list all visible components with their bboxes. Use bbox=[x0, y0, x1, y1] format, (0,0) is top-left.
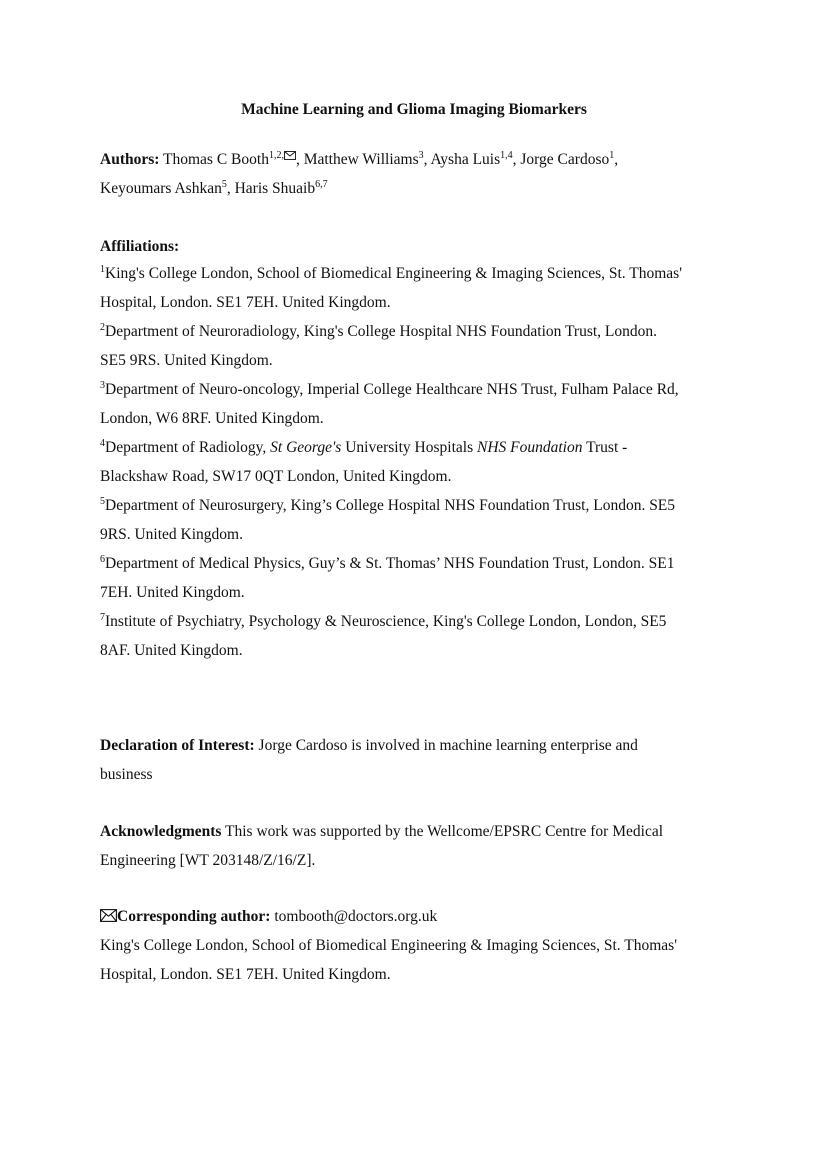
author-affil-sup: 6,7 bbox=[315, 179, 328, 190]
affiliation-item-cont: Hospital, London. SE1 7EH. United Kingdom. bbox=[100, 294, 391, 311]
affiliation-item: $^1$King's College London, School of Biomedical Engineering & Imaging Sciences, St. Thomas' bbox=[100, 264, 682, 282]
paper-title: Machine Learning and Glioma Imaging Biomarkers bbox=[241, 101, 587, 118]
corresponding-email[interactable]: tombooth@doctors.org.uk bbox=[270, 908, 438, 925]
affiliations-heading: Affiliations: bbox=[100, 238, 180, 255]
author-affil-sup: 1,4 bbox=[500, 150, 513, 161]
declaration-label: Declaration of Interest: bbox=[100, 737, 255, 754]
corresponding-address: King's College London, School of Biomedical Engineering & Imaging Sciences, St. Thomas' bbox=[100, 937, 677, 954]
affiliation-item: $^6$Department of Medical Physics, Guy’s & St. Thomas’ NHS Foundation Trust, London. SE1 bbox=[100, 554, 675, 572]
envelope-icon bbox=[100, 912, 117, 922]
envelope-icon bbox=[284, 151, 296, 160]
acknowledgments-text: This work was supported by the Wellcome/EPSRC Centre for Medical bbox=[221, 823, 664, 840]
affiliation-item: $^5$Department of Neurosurgery, King’s College Hospital NHS Foundation Trust, London. SE5 bbox=[100, 496, 676, 514]
affiliation-item-cont: 8AF. United Kingdom. bbox=[100, 642, 243, 659]
authors-label: Authors: bbox=[100, 151, 160, 168]
declaration-of-interest bbox=[100, 731, 740, 789]
declaration-text-cont: business bbox=[100, 766, 153, 783]
author-name: Aysha Luis bbox=[430, 151, 501, 168]
authors-block bbox=[100, 145, 740, 203]
corresponding-label: Corresponding author: bbox=[117, 908, 271, 925]
affiliations-list bbox=[100, 259, 740, 665]
affiliation-item-cont: 7EH. United Kingdom. bbox=[100, 584, 245, 601]
affiliation-item: $^2$Department of Neuroradiology, King's College Hospital NHS Foundation Trust, London. bbox=[100, 322, 657, 340]
declaration-text: Jorge Cardoso is involved in machine learning enterprise and bbox=[254, 737, 638, 754]
acknowledgments-text-cont: Engineering [WT 203148/Z/16/Z]. bbox=[100, 852, 316, 869]
authors-line-1: Authors: Thomas C Booth$^{1,2,}$ , Matthew Williams$^3$, Aysha Luis$^{1,4}$, Jorge Cardoso$^1$, bbox=[100, 150, 619, 168]
acknowledgments-label: Acknowledgments bbox=[100, 823, 222, 840]
affiliation-item: $^7$Institute of Psychiatry, Psychology & Neuroscience, King's College London, London, SE5 bbox=[100, 612, 667, 630]
corresponding-address-cont: Hospital, London. SE1 7EH. United Kingdom. bbox=[100, 966, 391, 983]
author-name: Jorge Cardoso bbox=[520, 151, 610, 168]
affiliation-item-cont: 9RS. United Kingdom. bbox=[100, 526, 243, 543]
author-name: Thomas C Booth bbox=[163, 151, 269, 168]
author-name: Haris Shuaib bbox=[234, 180, 316, 197]
affiliation-item-cont: Blackshaw Road, SW17 0QT London, United Kingdom. bbox=[100, 468, 452, 485]
affiliation-item-cont: SE5 9RS. United Kingdom. bbox=[100, 352, 273, 369]
author-affil-sup: 3 bbox=[418, 150, 424, 161]
affiliation-item-cont: London, W6 8RF. United Kingdom. bbox=[100, 410, 324, 427]
acknowledgments bbox=[100, 817, 740, 875]
corresponding-author bbox=[100, 902, 740, 989]
author-affil-sup: 1,2, bbox=[269, 150, 296, 161]
affiliation-item: $^3$Department of Neuro-oncology, Imperial College Healthcare NHS Trust, Fulham Palace Rd, bbox=[100, 380, 679, 398]
author-affil-sup: 1 bbox=[609, 150, 615, 161]
author-name: Keyoumars Ashkan bbox=[100, 180, 222, 197]
author-name: Matthew Williams bbox=[303, 151, 419, 168]
authors-line-2: Keyoumars Ashkan$^5$, Haris Shuaib$^{6,7}$ bbox=[100, 179, 328, 197]
affiliation-item: $^4$Department of Radiology, St George's University Hospitals NHS Foundation Trust - bbox=[100, 438, 628, 456]
author-affil-sup: 5 bbox=[221, 179, 227, 190]
